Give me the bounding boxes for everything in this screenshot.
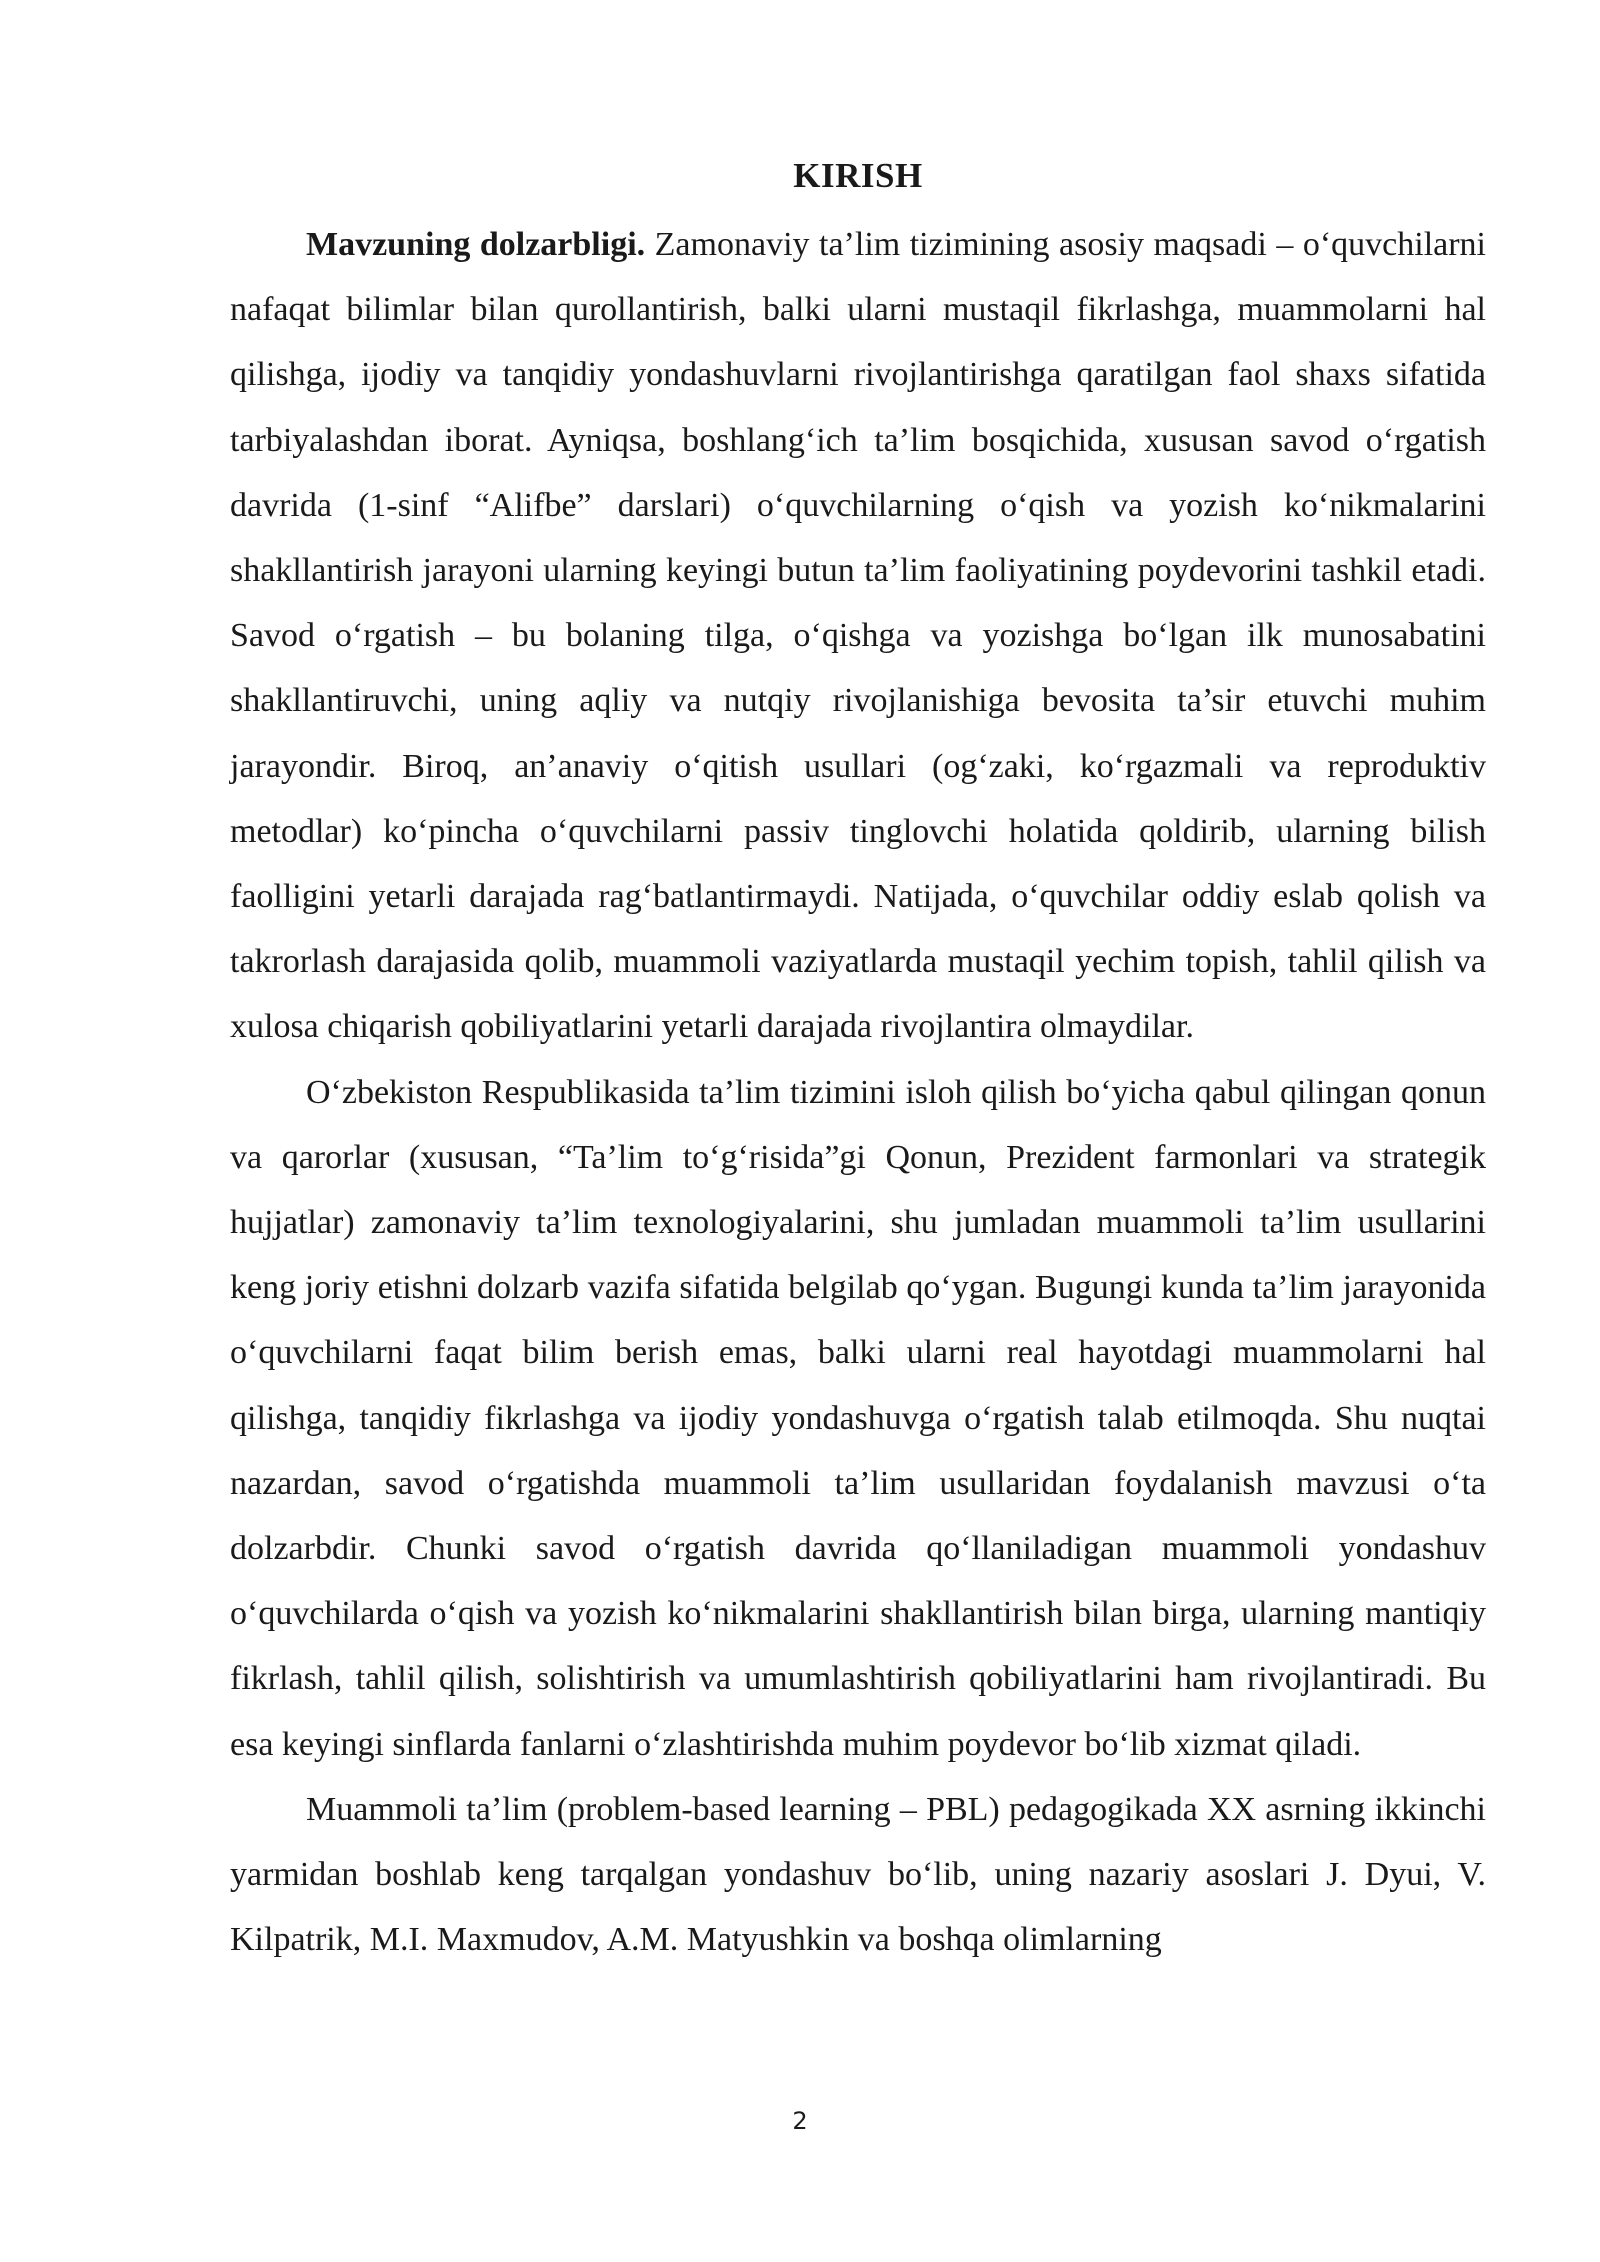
paragraph-text: Zamonaviy ta’lim tizimining asosiy maqsadi – o‘quvchilarni nafaqat bilimlar bilan qurollantirish, balki ularni mustaqil fikrlashga, muammolarni hal qilishga, ijodiy va tanqidiy yondashuvlarni rivojlantirishga qaratilgan faol shaxs sifatida tarbiyalashdan iborat. Ayniqsa, boshlang‘ich ta’lim bosqichida, xususan savod o‘rgatish davrida (1-sinf “Alifbe” darslari) o‘quvchilarning o‘qish va yozish ko‘nikmalarini shakllantirish jarayoni ularning keyingi butun ta’lim faoliyatining poydevorini tashkil etadi. Savod o‘rgatish – bu bolaning tilga, o‘qishga va yozishga bo‘lgan ilk munosabatini shakllantiruvchi, uning aqliy va nutqiy rivojlanishiga bevosita ta’sir etuvchi muhim jarayondir. Biroq, an’anaviy o‘qitish usullari (og‘zaki, ko‘rgazmali va reproduktiv metodlar) ko‘pincha o‘quvchilarni passiv tinglovchi holatida qoldirib, ularning bilish faolligini yetarli darajada rag‘batlantirmaydi. Natijada, o‘quvchilar oddiy eslab qolish va takrorlash darajasida qolib, muammoli vaziyatlarda mustaqil yechim topish, tahlil qilish va xulosa chiqarish qobiliyatlarini yetarli darajada rivojlantira olmaydilar. — [230, 226, 1487, 1046]
paragraph-reforms — [230, 1060, 1486, 1777]
paragraph-text: Muammoli ta’lim (problem-based learning – PBL) pedagogikada XX asrning ikkinchi yarmidan boshlab keng tarqalgan yondashuv bo‘lib, uning nazariy asoslari J. Dyui, V. Kilpatrik, M.I. Maxmudov, A.M. Matyushkin va boshqa olimlarning — [230, 1790, 1486, 1959]
paragraph-lead: Mavzuning dolzarbligi. — [306, 226, 646, 263]
section-heading: KIRISH — [793, 156, 923, 195]
paragraph-text: O‘zbekiston Respublikasida ta’lim tizimini isloh qilish bo‘yicha qabul qilingan qonun va qarorlar (xususan, “Ta’lim to‘g‘risida”gi Qonun, Prezident farmonlari va strategik hujjatlar) zamonaviy ta’lim texnologiyalarini, shu jumladan muammoli ta’lim usullarini keng joriy etishni dolzarb vazifa sifatida belgilab qo‘ygan. Bugungi kunda ta’lim jarayonida o‘quvchilarni faqat bilim berish emas, balki ularni real hayotdagi muammolarni hal qilishga, tanqidiy fikrlashga va ijodiy yondashuvga o‘rgatish talab etilmoqda. Shu nuqtai nazardan, savod o‘rgatishda muammoli ta’lim usullaridan foydalanish mavzusi o‘ta dolzarbdir. Chunki savod o‘rgatish davrida qo‘llaniladigan muammoli yondashuv o‘quvchilarda o‘qish va yozish ko‘nikmalarini shakllantirish bilan birga, ularning mantiqiy fikrlash, tahlil qilish, solishtirish va umumlashtirish qobiliyatlarini ham rivojlantiradi. Bu esa keyingi sinflarda fanlarni o‘zlashtirishda muhim poydevor bo‘lib xizmat qiladi. — [230, 1073, 1486, 1763]
page-number: 2 — [792, 2107, 808, 2135]
paragraph-pbl — [230, 1777, 1486, 1973]
page-content — [230, 148, 1486, 1972]
paragraph-relevance — [230, 212, 1486, 1060]
